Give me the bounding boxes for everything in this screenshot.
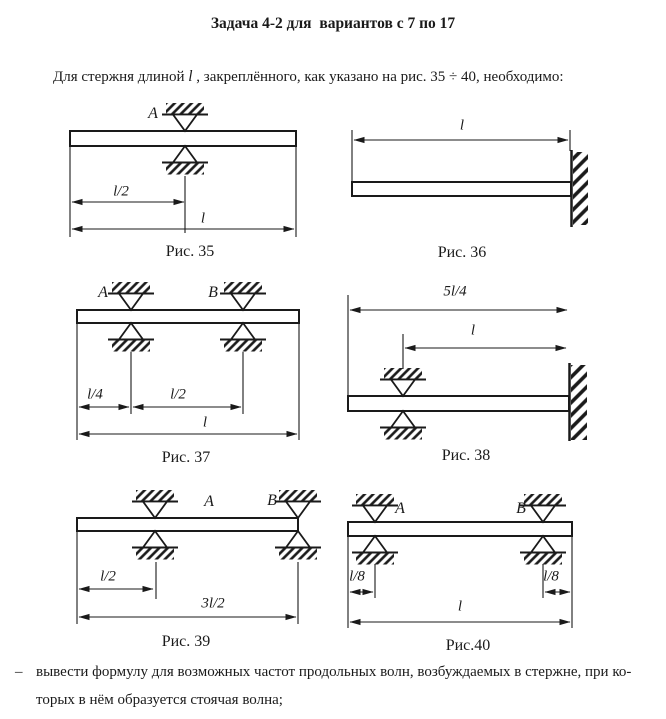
- fig35-dimension-lines: [72, 202, 294, 229]
- fig37-linework: [77, 282, 299, 440]
- fig36-extension-lines: [352, 130, 570, 182]
- fig38-wall-hatch: [571, 365, 587, 440]
- fig39-linework: [77, 490, 321, 624]
- fig37-label-a: A: [98, 284, 108, 301]
- fig37-dimension-lines: [79, 407, 297, 434]
- page-title: Задача 4-2 для вариантов с 7 по 17: [210, 15, 456, 32]
- fig39-dim-three-halves-label: 3l/2: [201, 595, 225, 612]
- fig40-dim-full-label: l: [457, 598, 463, 615]
- fig40-support-a-bottom-icon: [352, 536, 398, 565]
- fig37-support-b-top-icon: [220, 282, 266, 310]
- fig38-pinned-support-bottom-icon: [380, 411, 426, 440]
- bullet-line2: торых в нём образуется стоячая волна;: [36, 692, 283, 708]
- fig40-label-b: B: [516, 500, 526, 517]
- fig37-rod: [77, 310, 299, 323]
- fig37-dim-half-label: l/2: [170, 386, 186, 403]
- fig40-label-a: A: [395, 500, 405, 517]
- fig40-dim-eighth-left-label: l/8: [349, 568, 365, 585]
- bullet-line1: вывести формулу для возможных частот продольных волн, возбуждаемых в стержне, при ко-: [36, 664, 632, 680]
- fig39-label-a: A: [204, 493, 214, 510]
- fig35-dim-half-label: l/2: [113, 183, 129, 200]
- fig36-wall-hatch: [573, 152, 588, 225]
- fig37-extension-lines: [77, 323, 299, 440]
- fig36-rod: [352, 182, 571, 196]
- fig35-pinned-support-top-icon: [162, 103, 208, 131]
- fig36-linework: [352, 130, 588, 227]
- fig37-support-b-bottom-icon: [220, 323, 266, 352]
- fig38-dimension-lines: [350, 310, 567, 348]
- fig36-dim-full-label: l: [459, 117, 465, 134]
- fig39-support-bottom-icon: [132, 531, 178, 560]
- fig38-caption: Рис. 38: [441, 447, 491, 464]
- fig39-support-top-icon: [132, 490, 178, 518]
- fig39-rod: [77, 518, 298, 531]
- fig37-label-b: B: [208, 284, 218, 301]
- fig39-label-b: B: [267, 492, 277, 509]
- bullet-dash: –: [15, 664, 23, 680]
- fig39-dimension-lines: [79, 589, 296, 617]
- fig37-support-a-bottom-icon: [108, 323, 154, 352]
- fig35-dim-full-label: l: [200, 210, 206, 227]
- length-symbol: l: [188, 68, 193, 85]
- fig37-dim-quarter-label: l/4: [87, 386, 103, 403]
- fig40-support-b-top-icon: [520, 494, 566, 522]
- fig35-pinned-support-bottom-icon: [162, 146, 208, 175]
- fig35-rod: [70, 131, 296, 146]
- intro-part2: , закреплённого, как указано на рис. 35 ÷ 40, необходимо:: [192, 69, 564, 85]
- fig40-dim-eighth-right-label: l/8: [543, 568, 559, 585]
- fig38-pinned-support-top-icon: [380, 368, 426, 396]
- fig37-support-a-top-icon: [108, 282, 154, 310]
- fig38-rod: [348, 396, 569, 411]
- fig40-rod: [348, 522, 572, 536]
- fig40-caption: Рис.40: [445, 637, 491, 654]
- fig39-support-b-top-icon: [275, 490, 321, 518]
- intro-part1: Для стержня длиной: [53, 69, 189, 85]
- fig40-support-b-bottom-icon: [520, 536, 566, 565]
- fig37-dim-full-label: l: [202, 414, 208, 431]
- fig35-label-a: A: [148, 105, 158, 122]
- fig39-caption: Рис. 39: [161, 633, 211, 650]
- fig38-linework: [348, 295, 587, 441]
- fig35-caption: Рис. 35: [165, 243, 215, 260]
- fig38-dim-full-label: l: [470, 322, 476, 339]
- fig38-dim-five-quarters-label: 5l/4: [443, 283, 467, 300]
- fig39-support-b-bottom-icon: [275, 531, 321, 560]
- fig36-caption: Рис. 36: [437, 244, 487, 261]
- fig35-linework: [70, 103, 296, 237]
- fig39-dim-half-label: l/2: [100, 568, 116, 585]
- fig40-support-a-top-icon: [352, 494, 398, 522]
- fig37-caption: Рис. 37: [161, 449, 211, 466]
